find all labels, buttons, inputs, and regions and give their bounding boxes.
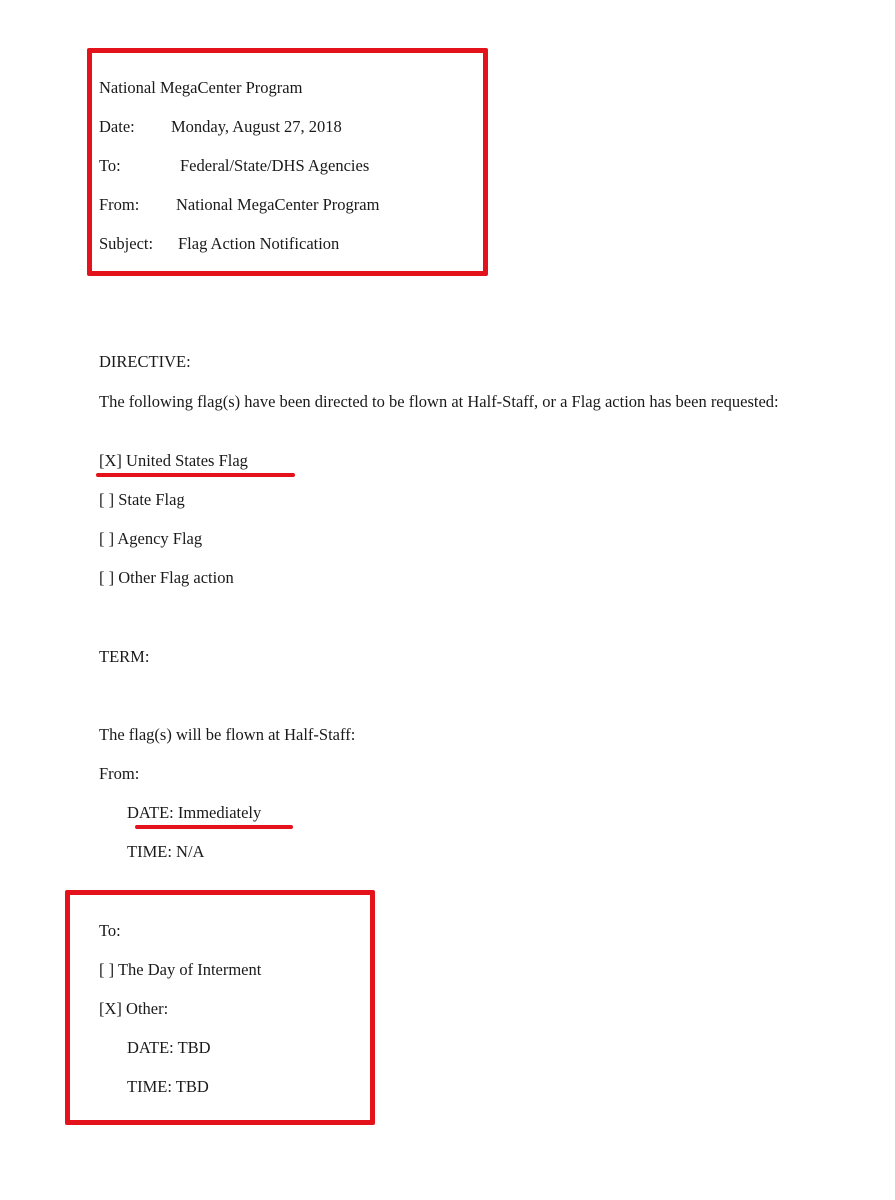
term-to-time: TIME: TBD — [127, 1077, 209, 1096]
option-agency-flag: [ ] Agency Flag — [99, 529, 203, 548]
us-flag-underline — [96, 473, 295, 477]
to-label: To: — [99, 156, 121, 175]
term-intro: The flag(s) will be flown at Half-Staff: — [99, 725, 356, 744]
directive-heading: DIRECTIVE: — [99, 352, 191, 371]
term-from-label: From: — [99, 764, 140, 783]
option-other-flag-action: [ ] Other Flag action — [99, 568, 234, 587]
subject-value: Flag Action Notification — [178, 234, 340, 253]
option-state-flag: [ ] State Flag — [99, 490, 185, 509]
from-date-underline — [135, 825, 293, 829]
term-from-time: TIME: N/A — [127, 842, 205, 861]
option-other: [X] Other: — [99, 999, 169, 1018]
from-value: National MegaCenter Program — [176, 195, 380, 214]
org-name: National MegaCenter Program — [99, 78, 303, 97]
option-day-of-interment: [ ] The Day of Interment — [99, 960, 262, 979]
directive-text: The following flag(s) have been directed to be flown at Half-Staff, or a Flag action has been requested: — [99, 392, 779, 411]
term-to-label: To: — [99, 921, 121, 940]
from-label: From: — [99, 195, 140, 214]
subject-label: Subject: — [99, 234, 154, 253]
term-heading: TERM: — [99, 647, 150, 666]
date-label: Date: — [99, 117, 135, 136]
term-to-date: DATE: TBD — [127, 1038, 211, 1057]
date-value: Monday, August 27, 2018 — [171, 117, 342, 136]
term-from-date: DATE: Immediately — [127, 803, 262, 822]
to-value: Federal/State/DHS Agencies — [180, 156, 370, 175]
option-us-flag: [X] United States Flag — [99, 451, 248, 470]
